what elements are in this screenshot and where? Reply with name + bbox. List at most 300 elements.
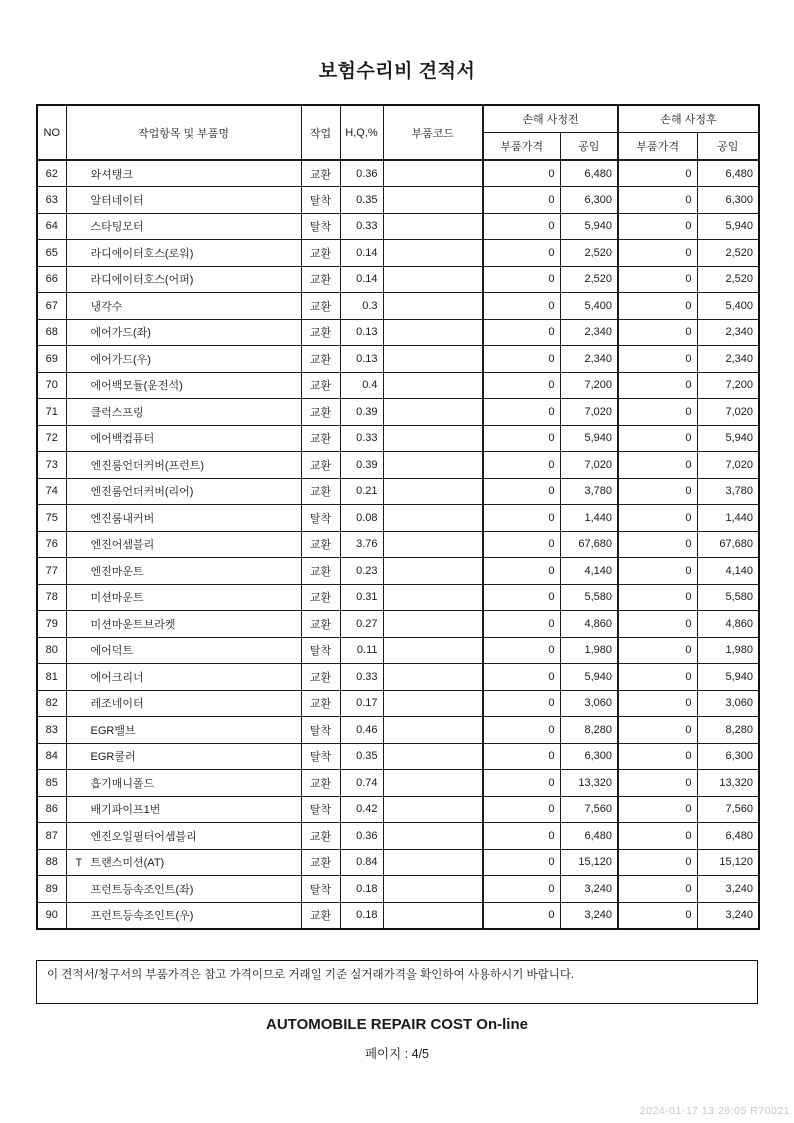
row-number-cell: 74: [37, 478, 66, 505]
post-labor-cell: 6,480: [697, 160, 759, 187]
post-part-price-cell: 0: [618, 293, 697, 320]
post-labor-cell: 7,020: [697, 452, 759, 479]
pre-part-price-cell: 0: [483, 770, 560, 797]
item-name-cell: [66, 346, 301, 373]
table-row: [37, 319, 759, 346]
item-name: 에어크리너: [90, 671, 144, 684]
hq-percent-cell: 0.11: [340, 637, 383, 664]
hq-percent-cell: 0.18: [340, 876, 383, 903]
post-part-price-cell: 0: [618, 213, 697, 240]
item-name: EGR쿨러: [90, 751, 136, 764]
item-name-cell: [66, 902, 301, 929]
hq-percent-cell: 0.27: [340, 611, 383, 638]
post-part-price-cell: 0: [618, 823, 697, 850]
column-header-part-code: 부품코드: [383, 105, 483, 160]
pre-part-price-cell: 0: [483, 452, 560, 479]
post-part-price-cell: 0: [618, 187, 697, 214]
post-part-price-cell: 0: [618, 531, 697, 558]
work-type-cell: 교환: [301, 664, 340, 691]
column-header-post-part-price: 부품가격: [618, 132, 697, 160]
item-name: 에어덕트: [90, 645, 134, 658]
pre-part-price-cell: 0: [483, 531, 560, 558]
pre-labor-cell: 1,980: [560, 637, 618, 664]
item-name-cell: [66, 584, 301, 611]
work-type-cell: 탈착: [301, 717, 340, 744]
item-name-cell: [66, 319, 301, 346]
item-name-cell: [66, 849, 301, 876]
pre-labor-cell: 5,940: [560, 425, 618, 452]
hq-percent-cell: 0.21: [340, 478, 383, 505]
pre-part-price-cell: 0: [483, 664, 560, 691]
page-number-label: 페이지 : 4/5: [364, 1047, 430, 1061]
item-name: 에어가드(좌): [90, 327, 151, 340]
item-name-cell: [66, 266, 301, 293]
pre-part-price-cell: 0: [483, 240, 560, 267]
pre-labor-cell: 5,940: [560, 213, 618, 240]
row-number-cell: 75: [37, 505, 66, 532]
part-code-cell: [383, 160, 483, 187]
pre-part-price-cell: 0: [483, 743, 560, 770]
part-code-cell: [383, 664, 483, 691]
page-title: 보험수리비 견적서: [318, 61, 476, 82]
table-row: [37, 849, 759, 876]
post-labor-cell: 8,280: [697, 717, 759, 744]
column-header-item: 작업항목 및 부품명: [66, 105, 301, 160]
table-row: [37, 346, 759, 373]
part-code-cell: [383, 452, 483, 479]
work-type-cell: 교환: [301, 531, 340, 558]
post-part-price-cell: 0: [618, 399, 697, 426]
pre-labor-cell: 5,400: [560, 293, 618, 320]
item-name-cell: [66, 240, 301, 267]
hq-percent-cell: 0.42: [340, 796, 383, 823]
work-type-cell: 탈착: [301, 743, 340, 770]
row-number-cell: 82: [37, 690, 66, 717]
work-type-cell: 교환: [301, 240, 340, 267]
post-part-price-cell: 0: [618, 584, 697, 611]
pre-labor-cell: 13,320: [560, 770, 618, 797]
part-code-cell: [383, 240, 483, 267]
item-name: 엔진룸내커버: [90, 512, 155, 525]
hq-percent-cell: 0.14: [340, 266, 383, 293]
part-code-cell: [383, 346, 483, 373]
notice-text: 이 견적서/청구서의 부품가격은 참고 가격이므로 거래일 기준 실거래가격을 확인하여 사용하시기 바랍니다.: [47, 969, 575, 981]
work-type-cell: 교환: [301, 293, 340, 320]
part-code-cell: [383, 637, 483, 664]
post-labor-cell: 5,940: [697, 664, 759, 691]
item-name: 흡기매니폴드: [90, 777, 155, 790]
table-row: [37, 531, 759, 558]
hq-percent-cell: 0.17: [340, 690, 383, 717]
item-name: 스타팅모터: [90, 221, 144, 234]
row-number-cell: 88: [37, 849, 66, 876]
item-name-cell: [66, 399, 301, 426]
hq-percent-cell: 0.74: [340, 770, 383, 797]
pre-part-price-cell: 0: [483, 425, 560, 452]
post-labor-cell: 2,520: [697, 266, 759, 293]
table-row: [37, 558, 759, 585]
row-number-cell: 85: [37, 770, 66, 797]
repair-estimate-table: [36, 104, 760, 930]
post-part-price-cell: 0: [618, 425, 697, 452]
row-number-cell: 86: [37, 796, 66, 823]
table-row: [37, 584, 759, 611]
part-code-cell: [383, 478, 483, 505]
item-name: 라디에이터호스(어퍼): [90, 274, 194, 287]
post-labor-cell: 15,120: [697, 849, 759, 876]
post-labor-cell: 4,860: [697, 611, 759, 638]
work-type-cell: 교환: [301, 849, 340, 876]
item-name: 클럭스프링: [90, 406, 144, 419]
row-number-cell: 83: [37, 717, 66, 744]
item-name-cell: [66, 717, 301, 744]
post-labor-cell: 5,940: [697, 213, 759, 240]
post-part-price-cell: 0: [618, 717, 697, 744]
pre-part-price-cell: 0: [483, 346, 560, 373]
post-labor-cell: 13,320: [697, 770, 759, 797]
item-name: 에어백모듈(운전석): [90, 380, 183, 393]
part-code-cell: [383, 293, 483, 320]
row-number-cell: 71: [37, 399, 66, 426]
table-row: [37, 266, 759, 293]
pre-labor-cell: 7,560: [560, 796, 618, 823]
part-code-cell: [383, 717, 483, 744]
row-number-cell: 80: [37, 637, 66, 664]
work-type-cell: 탈착: [301, 796, 340, 823]
item-name-cell: [66, 796, 301, 823]
column-header-hq: H,Q,%: [340, 105, 383, 160]
pre-part-price-cell: 0: [483, 584, 560, 611]
part-code-cell: [383, 213, 483, 240]
work-type-cell: 교환: [301, 558, 340, 585]
part-code-cell: [383, 902, 483, 929]
post-part-price-cell: 0: [618, 266, 697, 293]
column-group-pre-assessment: 손해 사정전: [483, 105, 618, 132]
post-labor-cell: 5,400: [697, 293, 759, 320]
item-name: 프런트등속조인트(우): [90, 910, 194, 922]
hq-percent-cell: 0.23: [340, 558, 383, 585]
notice-box: [36, 960, 758, 1004]
pre-labor-cell: 5,580: [560, 584, 618, 611]
work-type-cell: 탈착: [301, 505, 340, 532]
pre-labor-cell: 2,520: [560, 266, 618, 293]
row-number-cell: 64: [37, 213, 66, 240]
pre-labor-cell: 67,680: [560, 531, 618, 558]
pre-labor-cell: 2,340: [560, 346, 618, 373]
post-part-price-cell: 0: [618, 478, 697, 505]
pre-labor-cell: 7,020: [560, 452, 618, 479]
table-row: [37, 399, 759, 426]
table-header: [37, 105, 759, 160]
post-part-price-cell: 0: [618, 876, 697, 903]
post-labor-cell: 3,060: [697, 690, 759, 717]
table-row: [37, 293, 759, 320]
post-labor-cell: 6,480: [697, 823, 759, 850]
part-code-cell: [383, 319, 483, 346]
item-name-cell: [66, 611, 301, 638]
item-name: 알터네이터: [90, 194, 144, 207]
hq-percent-cell: 0.33: [340, 664, 383, 691]
item-name: 엔진룸언더커버(프런트): [90, 459, 205, 472]
part-code-cell: [383, 505, 483, 532]
hq-percent-cell: 0.14: [340, 240, 383, 267]
post-part-price-cell: 0: [618, 902, 697, 929]
pre-part-price-cell: 0: [483, 823, 560, 850]
part-code-cell: [383, 849, 483, 876]
row-number-cell: 79: [37, 611, 66, 638]
estimate-table-body: [37, 160, 759, 929]
part-code-cell: [383, 372, 483, 399]
hq-percent-cell: 0.33: [340, 213, 383, 240]
part-code-cell: [383, 611, 483, 638]
table-row: [37, 664, 759, 691]
post-labor-cell: 1,440: [697, 505, 759, 532]
pre-labor-cell: 7,020: [560, 399, 618, 426]
row-number-cell: 62: [37, 160, 66, 187]
item-name: 미션마운트: [90, 592, 144, 605]
brand-title: AUTOMOBILE REPAIR COST On-line: [266, 1016, 528, 1033]
row-number-cell: 66: [37, 266, 66, 293]
pre-part-price-cell: 0: [483, 876, 560, 903]
table-row: [37, 637, 759, 664]
post-part-price-cell: 0: [618, 505, 697, 532]
hq-percent-cell: 0.39: [340, 452, 383, 479]
table-row: [37, 690, 759, 717]
row-number-cell: 76: [37, 531, 66, 558]
post-part-price-cell: 0: [618, 770, 697, 797]
pre-part-price-cell: 0: [483, 478, 560, 505]
pre-part-price-cell: 0: [483, 902, 560, 929]
item-name: 엔진어셈블리: [90, 539, 155, 552]
post-labor-cell: 3,780: [697, 478, 759, 505]
pre-part-price-cell: 0: [483, 690, 560, 717]
post-part-price-cell: 0: [618, 637, 697, 664]
hq-percent-cell: 0.36: [340, 823, 383, 850]
work-type-cell: 교환: [301, 611, 340, 638]
work-type-cell: 교환: [301, 319, 340, 346]
work-type-cell: 교환: [301, 346, 340, 373]
item-name-cell: [66, 770, 301, 797]
item-name-cell: [66, 690, 301, 717]
pre-part-price-cell: 0: [483, 319, 560, 346]
item-prefix: T: [75, 857, 83, 870]
row-number-cell: 77: [37, 558, 66, 585]
post-part-price-cell: 0: [618, 849, 697, 876]
item-name: 엔진룸언더커버(리어): [90, 486, 194, 499]
item-name-cell: [66, 558, 301, 585]
item-name: 라디에이터호스(로워): [90, 247, 194, 260]
post-part-price-cell: 0: [618, 664, 697, 691]
work-type-cell: 탈착: [301, 213, 340, 240]
item-name-cell: [66, 743, 301, 770]
post-labor-cell: 1,980: [697, 637, 759, 664]
work-type-cell: 탈착: [301, 876, 340, 903]
table-row: [37, 902, 759, 929]
hq-percent-cell: 0.35: [340, 743, 383, 770]
pre-labor-cell: 6,480: [560, 160, 618, 187]
table-row: [37, 611, 759, 638]
row-number-cell: 65: [37, 240, 66, 267]
item-name: 레조네이터: [90, 698, 144, 711]
table-row: [37, 160, 759, 187]
item-name: 에어가드(우): [90, 353, 151, 366]
work-type-cell: 교환: [301, 690, 340, 717]
work-type-cell: 교환: [301, 823, 340, 850]
pre-labor-cell: 6,480: [560, 823, 618, 850]
item-name-cell: [66, 213, 301, 240]
part-code-cell: [383, 531, 483, 558]
pre-labor-cell: 1,440: [560, 505, 618, 532]
pre-part-price-cell: 0: [483, 558, 560, 585]
part-code-cell: [383, 266, 483, 293]
post-labor-cell: 6,300: [697, 187, 759, 214]
pre-part-price-cell: 0: [483, 187, 560, 214]
part-code-cell: [383, 823, 483, 850]
table-row: [37, 452, 759, 479]
hq-percent-cell: 0.31: [340, 584, 383, 611]
part-code-cell: [383, 187, 483, 214]
item-name: 엔진오일필터어셈블리: [90, 830, 197, 843]
post-part-price-cell: 0: [618, 452, 697, 479]
pre-part-price-cell: 0: [483, 611, 560, 638]
hq-percent-cell: 0.36: [340, 160, 383, 187]
item-name-cell: [66, 531, 301, 558]
pre-labor-cell: 3,060: [560, 690, 618, 717]
part-code-cell: [383, 558, 483, 585]
hq-percent-cell: 3.76: [340, 531, 383, 558]
item-name: 프런트등속조인트(좌): [90, 883, 194, 896]
row-number-cell: 90: [37, 902, 66, 929]
table-row: [37, 372, 759, 399]
column-header-no: NO: [37, 105, 66, 160]
post-part-price-cell: 0: [618, 346, 697, 373]
item-name-cell: [66, 637, 301, 664]
item-name-cell: [66, 823, 301, 850]
pre-part-price-cell: 0: [483, 796, 560, 823]
item-name: 에어백컴퓨터: [90, 433, 155, 446]
pre-part-price-cell: 0: [483, 213, 560, 240]
item-name: 배기파이프1번: [90, 804, 161, 817]
column-group-post-assessment: 손해 사정후: [618, 105, 759, 132]
hq-percent-cell: 0.18: [340, 902, 383, 929]
row-number-cell: 68: [37, 319, 66, 346]
post-part-price-cell: 0: [618, 558, 697, 585]
row-number-cell: 67: [37, 293, 66, 320]
part-code-cell: [383, 796, 483, 823]
print-timestamp: 2024-01-17 13:26:05 R70021: [639, 1105, 790, 1117]
table-row: [37, 478, 759, 505]
row-number-cell: 63: [37, 187, 66, 214]
pre-labor-cell: 5,940: [560, 664, 618, 691]
work-type-cell: 교환: [301, 584, 340, 611]
hq-percent-cell: 0.08: [340, 505, 383, 532]
work-type-cell: 교환: [301, 902, 340, 929]
row-number-cell: 69: [37, 346, 66, 373]
item-name: 미션마운트브라켓: [90, 618, 176, 631]
post-labor-cell: 4,140: [697, 558, 759, 585]
pre-part-price-cell: 0: [483, 849, 560, 876]
row-number-cell: 87: [37, 823, 66, 850]
item-name-cell: [66, 664, 301, 691]
part-code-cell: [383, 876, 483, 903]
item-name: 와셔탱크: [90, 168, 134, 181]
post-part-price-cell: 0: [618, 611, 697, 638]
pre-labor-cell: 2,520: [560, 240, 618, 267]
row-number-cell: 84: [37, 743, 66, 770]
post-labor-cell: 7,020: [697, 399, 759, 426]
pre-labor-cell: 6,300: [560, 743, 618, 770]
post-labor-cell: 3,240: [697, 902, 759, 929]
item-name-cell: [66, 160, 301, 187]
table-row: [37, 505, 759, 532]
hq-percent-cell: 0.4: [340, 372, 383, 399]
table-row: [37, 717, 759, 744]
post-labor-cell: 2,340: [697, 346, 759, 373]
work-type-cell: 교환: [301, 425, 340, 452]
post-labor-cell: 6,300: [697, 743, 759, 770]
table-row: [37, 213, 759, 240]
pre-labor-cell: 4,140: [560, 558, 618, 585]
work-type-cell: 교환: [301, 770, 340, 797]
pre-labor-cell: 7,200: [560, 372, 618, 399]
work-type-cell: 탈착: [301, 637, 340, 664]
post-part-price-cell: 0: [618, 160, 697, 187]
post-labor-cell: 7,560: [697, 796, 759, 823]
column-header-work: 작업: [301, 105, 340, 160]
row-number-cell: 89: [37, 876, 66, 903]
row-number-cell: 72: [37, 425, 66, 452]
post-labor-cell: 2,340: [697, 319, 759, 346]
pre-part-price-cell: 0: [483, 637, 560, 664]
pre-labor-cell: 3,780: [560, 478, 618, 505]
item-name: 냉각수: [90, 300, 123, 313]
pre-labor-cell: 15,120: [560, 849, 618, 876]
pre-labor-cell: 3,240: [560, 902, 618, 929]
pre-labor-cell: 3,240: [560, 876, 618, 903]
column-header-post-labor: 공임: [697, 132, 759, 160]
item-name-cell: [66, 505, 301, 532]
post-part-price-cell: 0: [618, 743, 697, 770]
row-number-cell: 81: [37, 664, 66, 691]
item-name: 트랜스미션(AT): [90, 857, 165, 870]
item-name-cell: [66, 478, 301, 505]
pre-labor-cell: 2,340: [560, 319, 618, 346]
post-labor-cell: 7,200: [697, 372, 759, 399]
pre-labor-cell: 4,860: [560, 611, 618, 638]
post-labor-cell: 5,940: [697, 425, 759, 452]
row-number-cell: 73: [37, 452, 66, 479]
work-type-cell: 교환: [301, 478, 340, 505]
table-row: [37, 876, 759, 903]
pre-part-price-cell: 0: [483, 266, 560, 293]
part-code-cell: [383, 743, 483, 770]
row-number-cell: 70: [37, 372, 66, 399]
table-row: [37, 823, 759, 850]
work-type-cell: 교환: [301, 266, 340, 293]
table-row: [37, 796, 759, 823]
post-labor-cell: 5,580: [697, 584, 759, 611]
pre-part-price-cell: 0: [483, 399, 560, 426]
part-code-cell: [383, 584, 483, 611]
hq-percent-cell: 0.39: [340, 399, 383, 426]
item-name: EGR밸브: [90, 724, 136, 737]
post-part-price-cell: 0: [618, 240, 697, 267]
item-name-cell: [66, 876, 301, 903]
part-code-cell: [383, 690, 483, 717]
hq-percent-cell: 0.84: [340, 849, 383, 876]
pre-part-price-cell: 0: [483, 293, 560, 320]
post-labor-cell: 67,680: [697, 531, 759, 558]
